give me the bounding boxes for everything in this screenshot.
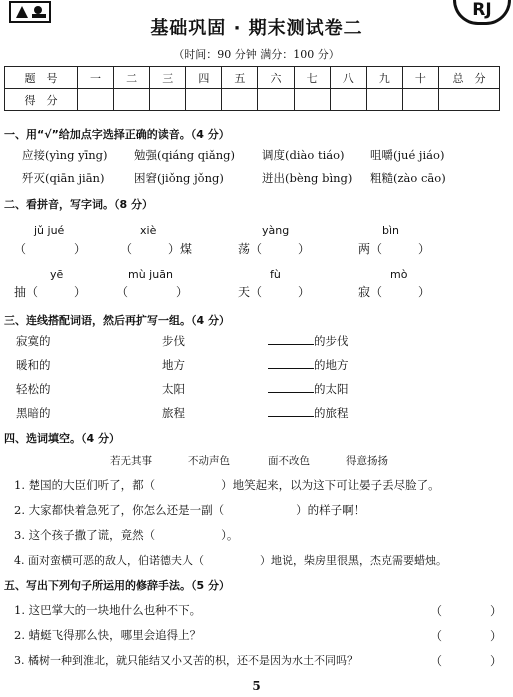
score-cell: 七 bbox=[294, 67, 330, 89]
match-left[interactable]: 黑暗的 bbox=[16, 406, 51, 420]
score-cell: 一 bbox=[78, 67, 114, 89]
score-cell: 三 bbox=[150, 67, 186, 89]
score-blank[interactable] bbox=[294, 89, 330, 111]
sentence-part: ）地说，柴房里很黑，杰克需要蜡烛。 bbox=[260, 554, 447, 567]
rhetoric-sentence: 1. 这巴掌大的一块地什么也种不下。 bbox=[14, 603, 202, 617]
pronunciation-option[interactable]: 调度(diào tiáo) bbox=[262, 148, 345, 162]
score-cell: 六 bbox=[258, 67, 294, 89]
match-middle[interactable]: 旅程 bbox=[162, 406, 185, 420]
section-5-heading: 五、写出下列句子所运用的修辞手法。（5 分） bbox=[4, 579, 230, 592]
fill-sentence bbox=[14, 477, 440, 493]
sentence-part: 2. 大家都快着急死了，你怎么还是一副（ bbox=[14, 503, 225, 517]
score-blank[interactable] bbox=[258, 89, 294, 111]
score-table bbox=[4, 66, 500, 111]
answer-blank[interactable]: （ ） bbox=[14, 242, 87, 256]
match-middle[interactable]: 步伐 bbox=[162, 334, 185, 348]
sentence-part: 4. 面对蛮横可恶的敌人，伯诺德夫人（ bbox=[14, 554, 204, 567]
score-cell: 四 bbox=[186, 67, 222, 89]
pinyin-prompt: yē bbox=[50, 268, 64, 281]
exam-info: （时间：90 分钟 满分：100 分） bbox=[173, 48, 340, 61]
pinyin-prompt: yàng bbox=[262, 224, 290, 237]
rhetoric-sentence: 3. 橘树一种到淮北，就只能结又小又苦的枳，还不是因为水土不同吗？ bbox=[14, 654, 358, 667]
score-blank[interactable] bbox=[150, 89, 186, 111]
expand-item[interactable] bbox=[268, 405, 349, 421]
pronunciation-option[interactable]: 困窘(jiǒng jǒng) bbox=[134, 171, 224, 185]
answer-blank[interactable]: 寂（ ） bbox=[358, 285, 431, 299]
pronunciation-option[interactable]: 勉强(qiáng qiǎng) bbox=[134, 148, 235, 162]
pronunciation-option[interactable]: 应接(yìng yīng) bbox=[22, 148, 108, 162]
score-blank[interactable] bbox=[366, 89, 402, 111]
expand-item[interactable] bbox=[268, 357, 349, 373]
answer-blank[interactable]: 抽（ ） bbox=[14, 285, 87, 299]
section-3-heading: 三、连线搭配词语，然后再扩写一组。（4 分） bbox=[4, 314, 230, 327]
answer-paren[interactable]: （ ） bbox=[430, 629, 503, 643]
match-left[interactable]: 轻松的 bbox=[16, 382, 51, 396]
match-left[interactable]: 寂寞的 bbox=[16, 334, 51, 348]
score-blank[interactable] bbox=[222, 89, 258, 111]
score-cell: 五 bbox=[222, 67, 258, 89]
fill-sentence bbox=[14, 527, 238, 543]
fill-sentence bbox=[14, 552, 447, 568]
pronunciation-option[interactable]: 咀嚼(jué jiáo) bbox=[370, 148, 445, 162]
expand-label: 的旅程 bbox=[314, 406, 349, 420]
page-title: 基础巩固 · 期末测试卷二 bbox=[150, 18, 363, 39]
word-choice: 面不改色 bbox=[268, 455, 310, 467]
answer-blank[interactable]: （ ）煤 bbox=[120, 242, 193, 256]
pinyin-prompt: fù bbox=[270, 268, 281, 281]
match-middle[interactable]: 太阳 bbox=[162, 382, 185, 396]
expand-label: 的地方 bbox=[314, 358, 349, 372]
sentence-part: ）的样子啊！ bbox=[296, 503, 366, 517]
score-cell: 十 bbox=[402, 67, 438, 89]
pronunciation-option[interactable]: 歼灭(qiān jiān) bbox=[22, 171, 105, 185]
answer-paren[interactable]: （ ） bbox=[430, 654, 503, 668]
score-header-row bbox=[5, 67, 500, 89]
answer-blank[interactable]: 天（ ） bbox=[238, 285, 311, 299]
sentence-part: 3. 这个孩子撒了谎，竟然（ bbox=[14, 528, 156, 542]
rj-badge: RJ bbox=[453, 0, 511, 25]
score-blank[interactable] bbox=[114, 89, 150, 111]
pronunciation-option[interactable]: 粗糙(zào cāo) bbox=[370, 171, 446, 185]
score-cell: 题 号 bbox=[5, 67, 78, 89]
score-cell: 九 bbox=[366, 67, 402, 89]
answer-blank[interactable]: （ ） bbox=[116, 285, 189, 299]
expand-item[interactable] bbox=[268, 333, 349, 349]
expand-label: 的步伐 bbox=[314, 334, 349, 348]
expand-label: 的太阳 bbox=[314, 382, 349, 396]
sentence-part: ）。 bbox=[221, 528, 239, 542]
pinyin-prompt: bìn bbox=[382, 224, 400, 237]
answer-blank[interactable]: 荡（ ） bbox=[238, 242, 311, 256]
rhetoric-sentence: 2. 蜻蜓飞得那么快，哪里会追得上？ bbox=[14, 628, 202, 642]
score-blank[interactable] bbox=[439, 89, 500, 111]
answer-blank[interactable]: 两（ ） bbox=[358, 242, 431, 256]
sentence-part: ）地笑起来，以为这下可让晏子丢尽脸了。 bbox=[221, 478, 440, 492]
word-choice: 若无其事 bbox=[110, 455, 152, 467]
word-choice: 不动声色 bbox=[188, 455, 230, 467]
sentence-part: 1. 楚国的大臣们听了，都（ bbox=[14, 478, 156, 492]
score-blank[interactable] bbox=[78, 89, 114, 111]
page-number: 5 bbox=[252, 679, 261, 693]
word-choice: 得意扬扬 bbox=[346, 455, 388, 467]
fill-sentence bbox=[14, 502, 365, 518]
match-middle[interactable]: 地方 bbox=[162, 358, 185, 372]
score-blank[interactable] bbox=[330, 89, 366, 111]
section-2-heading: 二、看拼音，写字词。（8 分） bbox=[4, 198, 153, 211]
answer-paren[interactable]: （ ） bbox=[430, 604, 503, 618]
section-4-heading: 四、选词填空。（4 分） bbox=[4, 432, 120, 445]
score-entry-row bbox=[5, 89, 500, 111]
pinyin-prompt: mò bbox=[390, 268, 408, 281]
pinyin-prompt: mù juān bbox=[128, 268, 173, 281]
pinyin-prompt: xiè bbox=[140, 224, 157, 237]
section-1-heading: 一、用“√”给加点字选择正确的读音。（4 分） bbox=[4, 128, 230, 141]
pinyin-prompt: jǔ jué bbox=[34, 224, 65, 237]
score-blank[interactable] bbox=[402, 89, 438, 111]
score-label: 得 分 bbox=[5, 89, 78, 111]
score-cell: 二 bbox=[114, 67, 150, 89]
score-cell: 八 bbox=[330, 67, 366, 89]
expand-item[interactable] bbox=[268, 381, 349, 397]
pronunciation-option[interactable]: 迸出(bèng bìng) bbox=[262, 171, 353, 185]
score-blank[interactable] bbox=[186, 89, 222, 111]
match-left[interactable]: 暖和的 bbox=[16, 358, 51, 372]
score-cell: 总 分 bbox=[439, 67, 500, 89]
